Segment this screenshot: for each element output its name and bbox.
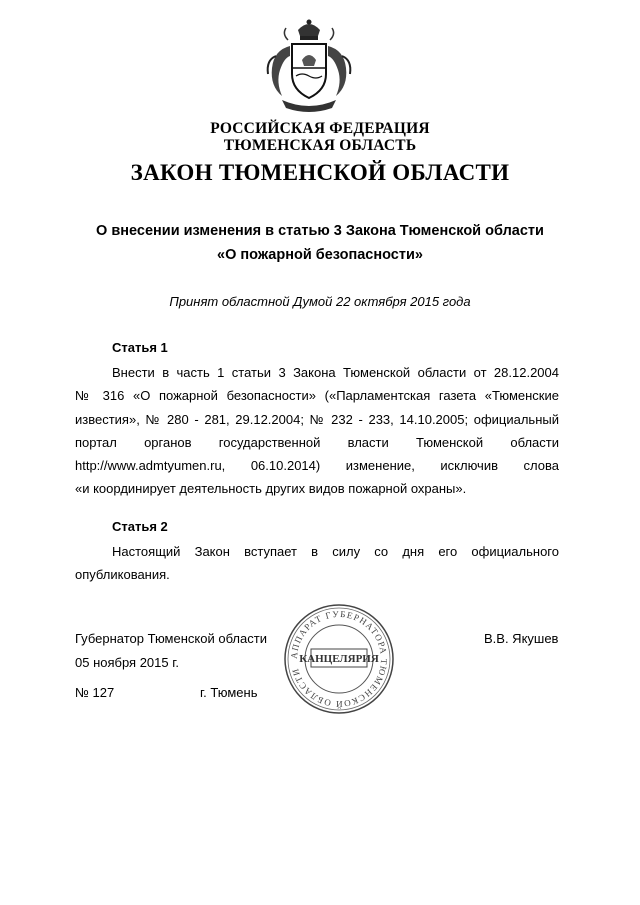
stamp-ring-text: АППАРАТ ГУБЕРНАТОРА ТЮМЕНСКОЙ ОБЛАСТИ	[288, 608, 390, 710]
article-1-heading: Статья 1	[112, 340, 168, 355]
signing-date: 05 ноября 2015 г.	[75, 655, 179, 670]
article-1-line: «и координирует деятельность других видов пожарной охраны».	[75, 481, 467, 497]
signing-city: г. Тюмень	[200, 685, 258, 700]
article-1-line: № 316 «О пожарной безопасности» («Парламентская газета «Тюменские	[75, 388, 559, 404]
law-title-line-2: «О пожарной безопасности»	[217, 247, 423, 263]
stamp-center-text: КАНЦЕЛЯРИЯ	[299, 653, 379, 665]
article-2-line: опубликования.	[75, 567, 170, 583]
coat-of-arms-icon	[262, 16, 356, 116]
article-1-line: Внести в часть 1 статьи 3 Закона Тюменской области от 28.12.2004	[112, 365, 559, 380]
article-1-line: известия», № 280 - 281, 29.12.2004; № 232 - 233, 14.10.2005; официальный	[75, 411, 559, 427]
official-stamp	[283, 603, 395, 715]
article-1-line: портал органов государственной власти Тюменской области	[75, 434, 559, 450]
header-country: РОССИЙСКАЯ ФЕДЕРАЦИЯ	[210, 120, 430, 137]
article-2-heading: Статья 2	[112, 519, 168, 534]
law-number: № 127	[75, 685, 115, 700]
adoption-note: Принят областной Думой 22 октября 2015 года	[169, 294, 471, 309]
governor-title: Губернатор Тюменской области	[75, 631, 267, 646]
article-2-text	[75, 540, 559, 587]
article-1-text	[75, 361, 559, 501]
law-heading: ЗАКОН ТЮМЕНСКОЙ ОБЛАСТИ	[130, 160, 510, 185]
header-region: ТЮМЕНСКАЯ ОБЛАСТЬ	[223, 137, 417, 154]
law-title-line-1: О внесении изменения в статью 3 Закона Тюменской области	[96, 223, 544, 239]
governor-name: В.В. Якушев	[484, 631, 559, 646]
article-2-line: Настоящий Закон вступает в силу со дня его официального	[112, 544, 559, 559]
article-1-line: http://www.admtyumen.ru, 06.10.2014) изменение, исключив слова	[75, 458, 559, 474]
